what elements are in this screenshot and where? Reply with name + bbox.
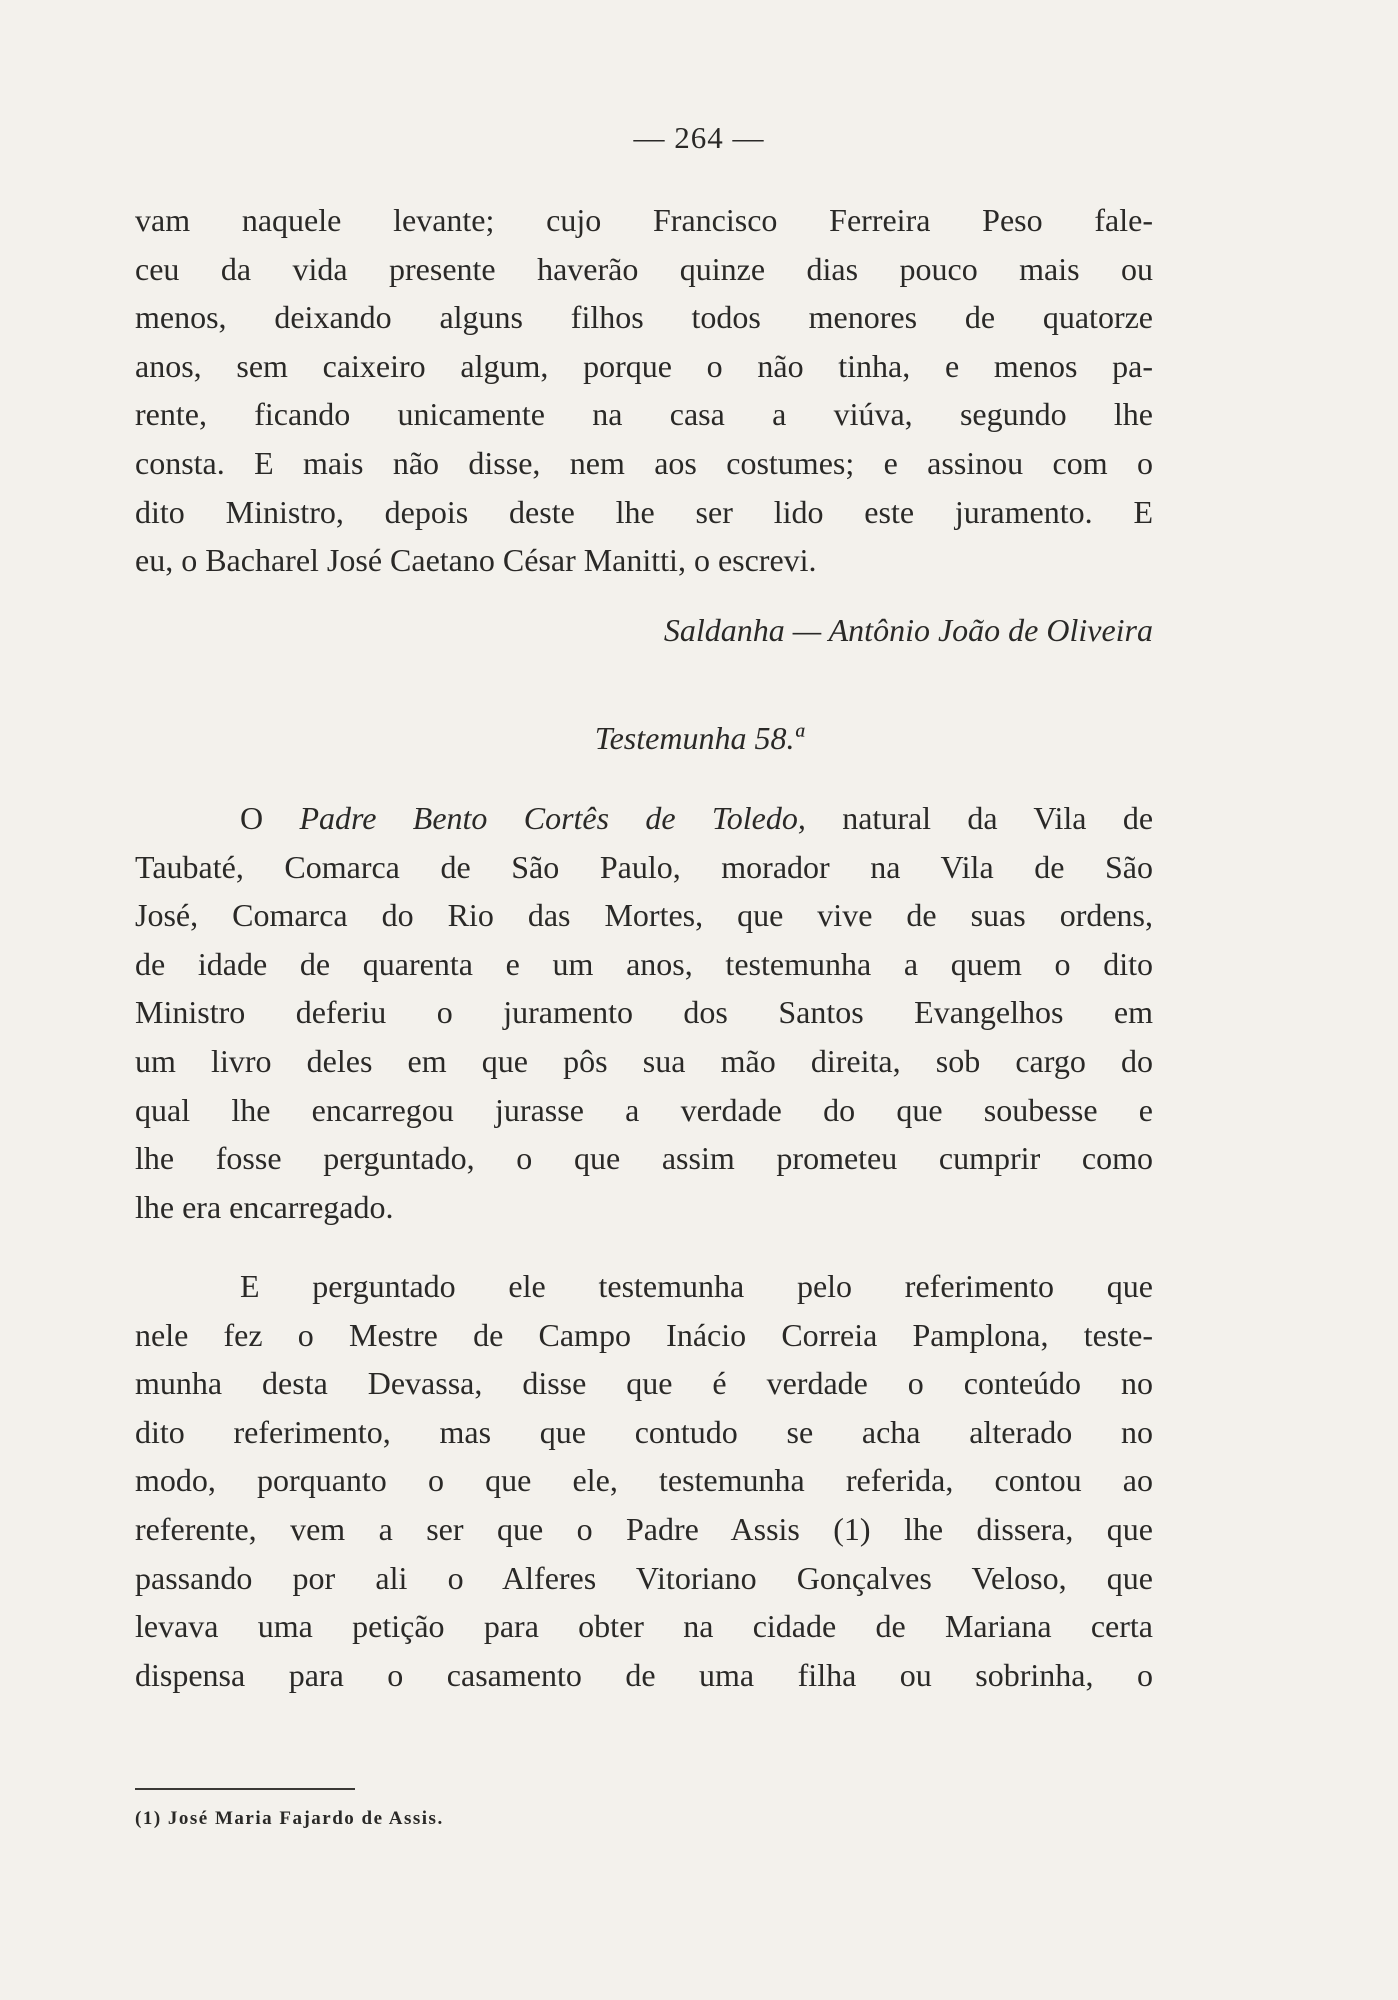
footnote: (1) José Maria Fajardo de Assis.	[135, 1808, 444, 1829]
text-line: lhe era encarregado.	[135, 1188, 394, 1225]
witness-name: Padre Bento Cortês de Toledo,	[299, 800, 806, 836]
text-line: rente, ficando unicamente na casa a viúva, segundo lhe	[135, 396, 1153, 433]
text-line: vam naquele levante; cujo Francisco Ferreira Peso fale-	[135, 202, 1153, 238]
page-number: — 264 —	[633, 120, 765, 155]
text-fragment: natural da Vila de	[842, 800, 1153, 836]
text-line: menos, deixando alguns filhos todos menores de quatorze	[135, 299, 1153, 336]
text-fragment: O	[240, 800, 264, 836]
text-line: eu, o Bacharel José Caetano César Manitti, o escrevi.	[135, 542, 817, 579]
footnote-divider	[135, 1788, 355, 1790]
text-line: dispensa para o casamento de uma filha ou sobrinha, o	[135, 1656, 1153, 1693]
text-line: um livro deles em que pôs sua mão direita, sob cargo do	[135, 1042, 1153, 1079]
paragraph-testimony	[135, 1262, 1153, 1699]
text-line: consta. E mais não disse, nem aos costumes; e assinou com o	[135, 444, 1153, 481]
text-line: de idade de quarenta e um anos, testemunha a quem o dito	[135, 945, 1153, 982]
text-line: Taubaté, Comarca de São Paulo, morador na Vila de São	[135, 848, 1153, 885]
text-line: ceu da vida presente haverão quinze dias pouco mais ou	[135, 250, 1153, 287]
text-line: lhe fosse perguntado, o que assim prometeu cumprir como	[135, 1140, 1153, 1177]
text-line: passando por ali o Alferes Vitoriano Gonçalves Veloso, que	[135, 1559, 1153, 1596]
paragraph-witness-intro	[135, 794, 1153, 1231]
text-line: dito Ministro, depois deste lhe ser lido este juramento. E	[135, 493, 1153, 530]
witness-heading: Testemunha 58.ª	[594, 720, 804, 756]
text-line: José, Comarca do Rio das Mortes, que vive de suas ordens,	[135, 897, 1153, 934]
text-line: anos, sem caixeiro algum, porque o não tinha, e menos pa-	[135, 347, 1153, 384]
text-line: referente, vem a ser que o Padre Assis (1) lhe dissera, que	[135, 1510, 1153, 1547]
text-line-first	[135, 794, 1153, 843]
text-line: munha desta Devassa, disse que é verdade o conteúdo no	[135, 1365, 1153, 1402]
text-line: nele fez o Mestre de Campo Inácio Correia Pamplona, teste-	[135, 1316, 1153, 1353]
signature-line: Saldanha — Antônio João de Oliveira	[663, 612, 1153, 648]
text-line: dito referimento, mas que contudo se acha alterado no	[135, 1413, 1153, 1450]
text-line: Ministro deferiu o juramento dos Santos Evangelhos em	[135, 994, 1153, 1031]
text-line: qual lhe encarregou jurasse a verdade do que soubesse e	[135, 1091, 1153, 1128]
text-line-first: E perguntado ele testemunha pelo referimento que	[240, 1268, 1153, 1304]
text-line: levava uma petição para obter na cidade de Mariana certa	[135, 1608, 1153, 1645]
paragraph-deposition-end	[135, 196, 1153, 585]
text-line: modo, porquanto o que ele, testemunha referida, contou ao	[135, 1462, 1153, 1499]
